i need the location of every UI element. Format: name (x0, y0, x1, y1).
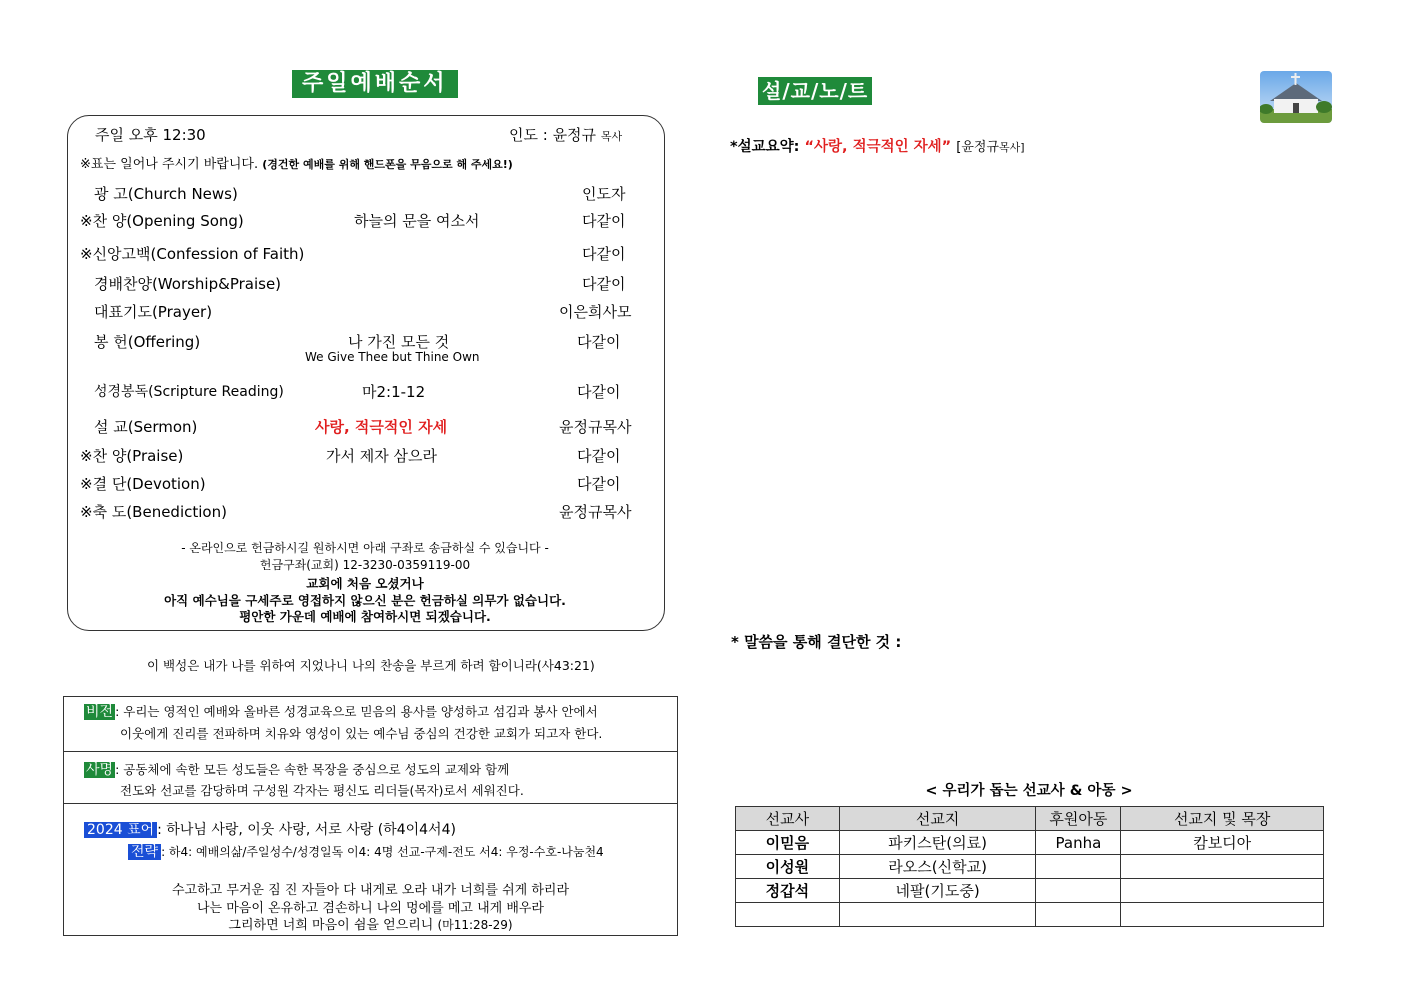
order-item-name: ※축 도(Benediction) (80, 503, 227, 521)
closing-verse-text: 그리하면 너희 마음이 쉼을 얻으리니 (228, 918, 434, 933)
table-cell (1036, 879, 1121, 903)
order-item-detail: 하늘의 문을 여소서 (354, 212, 480, 230)
closing-verse-line: 수고하고 무거운 짐 진 자들아 다 내게로 오라 내가 너희를 쉬게 하리라 (171, 883, 570, 898)
order-item-person: 다같이 (577, 447, 621, 465)
leader-name: 인도 : 윤정규 (509, 126, 597, 144)
table-cell: 캄보디아 (1121, 831, 1324, 855)
summary-preacher: [윤정규 (956, 140, 1000, 155)
table-cell (736, 903, 840, 927)
motto-text: : 하나님 사랑, 이웃 사랑, 서로 사랑 (하4이4서4) (157, 822, 456, 838)
vision-line (84, 701, 598, 721)
table-header: 선교사 (736, 807, 840, 831)
leader-title: 목사 (600, 130, 623, 143)
worship-order-title: 주일예배순서 (292, 70, 458, 98)
mission-label: 사명 (86, 762, 114, 778)
order-item-person: 다같이 (577, 383, 621, 401)
table-cell (1121, 879, 1324, 903)
sermon-title: 사랑, 적극적인 자세 (315, 418, 448, 436)
church-picture (1260, 71, 1332, 123)
order-item-person: 다같이 (582, 245, 626, 263)
table-row (736, 903, 1324, 927)
table-cell (1121, 855, 1324, 879)
closing-verse-line (64, 914, 677, 933)
table-cell: 이믿음 (736, 831, 840, 855)
phone-note: (경건한 예배를 위해 핸드폰을 무음으로 해 주세요!) (262, 158, 513, 171)
table-cell: 정갑석 (736, 879, 840, 903)
order-item-person: 인도자 (582, 185, 626, 203)
closing-verse-ref: (마11:28-29) (437, 918, 513, 932)
order-item-person: 윤정규목사 (559, 418, 632, 436)
strategy-text: : 하4: 예배의삶/주일성수/성경일독 이4: 4명 선교-구제-전도 서4: 우정-수호-나눔천4 (161, 845, 604, 859)
order-item-person: 다같이 (577, 333, 621, 351)
order-item-name: 경배찬양(Worship&Praise) (94, 275, 282, 293)
strategy-label: 전략 (128, 844, 161, 860)
table-cell: 네팔(기도중) (839, 879, 1036, 903)
theme-verse: 이 백성은 내가 나를 위하여 지었나니 나의 찬송을 부르게 하려 함이니라(사43:21) (147, 658, 595, 673)
order-item-detail: 마2:1-12 (362, 383, 426, 401)
order-item-person: 다같이 (577, 475, 621, 493)
offering-account: 헌금구좌(교회) 12-3230-0359119-00 (259, 558, 471, 572)
mission-line (84, 759, 509, 779)
missions-table (735, 806, 1324, 927)
order-item-person: 다같이 (582, 275, 626, 293)
online-offering-note: - 온라인으로 헌금하시길 원하시면 아래 구좌로 송금하실 수 있습니다 - (181, 541, 549, 555)
table-row (736, 879, 1324, 903)
mission-text: : 공동체에 속한 모든 성도들은 속한 목장을 중심으로 성도의 교제와 함께 (115, 762, 510, 777)
welcome-line: 교회에 처음 오셨거나 (306, 576, 424, 591)
summary-title: “사랑, 적극적인 자세” (804, 139, 952, 155)
table-cell (1121, 903, 1324, 927)
motto-box (63, 803, 678, 936)
order-item-name: 봉 헌(Offering) (94, 333, 201, 351)
church-image (1260, 71, 1332, 123)
summary-preacher-title: 목사] (999, 141, 1025, 154)
order-item-name: ※찬 양(Praise) (80, 447, 184, 465)
table-cell (1036, 903, 1121, 927)
standing-note (80, 153, 513, 172)
sermon-summary (730, 135, 1025, 156)
order-item-person: 이은희사모 (559, 303, 632, 321)
table-cell (1036, 855, 1121, 879)
mission-line: 전도와 선교를 감당하며 구성원 각자는 평신도 리더들(목자)로서 세워진다. (120, 783, 524, 798)
table-header-row (736, 807, 1324, 831)
summary-label: *설교요약: (730, 139, 800, 155)
vision-box (63, 696, 678, 752)
welcome-line: 아직 예수님을 구세주로 영접하지 않으신 분은 헌금하실 의무가 없습니다. (164, 593, 566, 608)
table-row (736, 855, 1324, 879)
motto-label: 2024 표어 (84, 822, 157, 838)
table-cell: 이성원 (736, 855, 840, 879)
table-header: 후원아동 (1036, 807, 1121, 831)
worship-time: 주일 오후 12:30 (95, 126, 206, 144)
vision-line: 이웃에게 진리를 전파하며 치유와 영성이 있는 예수님 중심의 건강한 교회가 되고자 한다. (120, 726, 603, 741)
order-item-person: 윤정규목사 (559, 503, 632, 521)
table-cell: Panha (1036, 831, 1121, 855)
table-row (736, 831, 1324, 855)
motto-line (84, 819, 456, 839)
order-item-name: 설 교(Sermon) (94, 418, 198, 436)
welcome-line: 평안한 가운데 예배에 참여하시면 되겠습니다. (239, 609, 491, 624)
sermon-note-title: 설/교/노/트 (758, 77, 872, 105)
order-item-name: ※찬 양(Opening Song) (80, 212, 244, 230)
order-item-name: ※결 단(Devotion) (80, 475, 206, 493)
order-item-detail-en: We Give Thee but Thine Own (305, 350, 480, 364)
closing-verse-line: 나는 마음이 온유하고 겸손하니 나의 멍에를 메고 내게 배우라 (196, 901, 544, 916)
standing-note-text: ※표는 일어나 주시기 바랍니다. (80, 157, 259, 172)
order-item-name: 대표기도(Prayer) (94, 303, 213, 321)
strategy-line (128, 841, 604, 861)
table-cell: 라오스(신학교) (839, 855, 1036, 879)
table-header: 선교지 및 목장 (1121, 807, 1324, 831)
order-item-detail: 나 가진 모든 것 (348, 333, 450, 351)
order-item-name: 광 고(Church News) (94, 185, 238, 203)
vision-text: : 우리는 영적인 예배와 올바른 성경교육으로 믿음의 용사를 양성하고 섬김과 봉사 안에서 (115, 704, 598, 719)
mission-box (63, 750, 678, 804)
order-item-detail: 가서 제자 삼으라 (326, 447, 437, 465)
vision-label: 비전 (86, 704, 114, 720)
worship-leader (509, 124, 622, 145)
order-item-person: 다같이 (582, 212, 626, 230)
order-item-name: 성경봉독(Scripture Reading) (94, 384, 284, 400)
missions-title: < 우리가 돕는 선교사 & 아동 > (925, 783, 1133, 799)
order-item-name: ※신앙고백(Confession of Faith) (80, 245, 305, 263)
table-cell: 파키스탄(의료) (839, 831, 1036, 855)
decision-label: * 말씀을 통해 결단한 것 : (731, 633, 902, 651)
table-header: 선교지 (839, 807, 1036, 831)
table-cell (839, 903, 1036, 927)
